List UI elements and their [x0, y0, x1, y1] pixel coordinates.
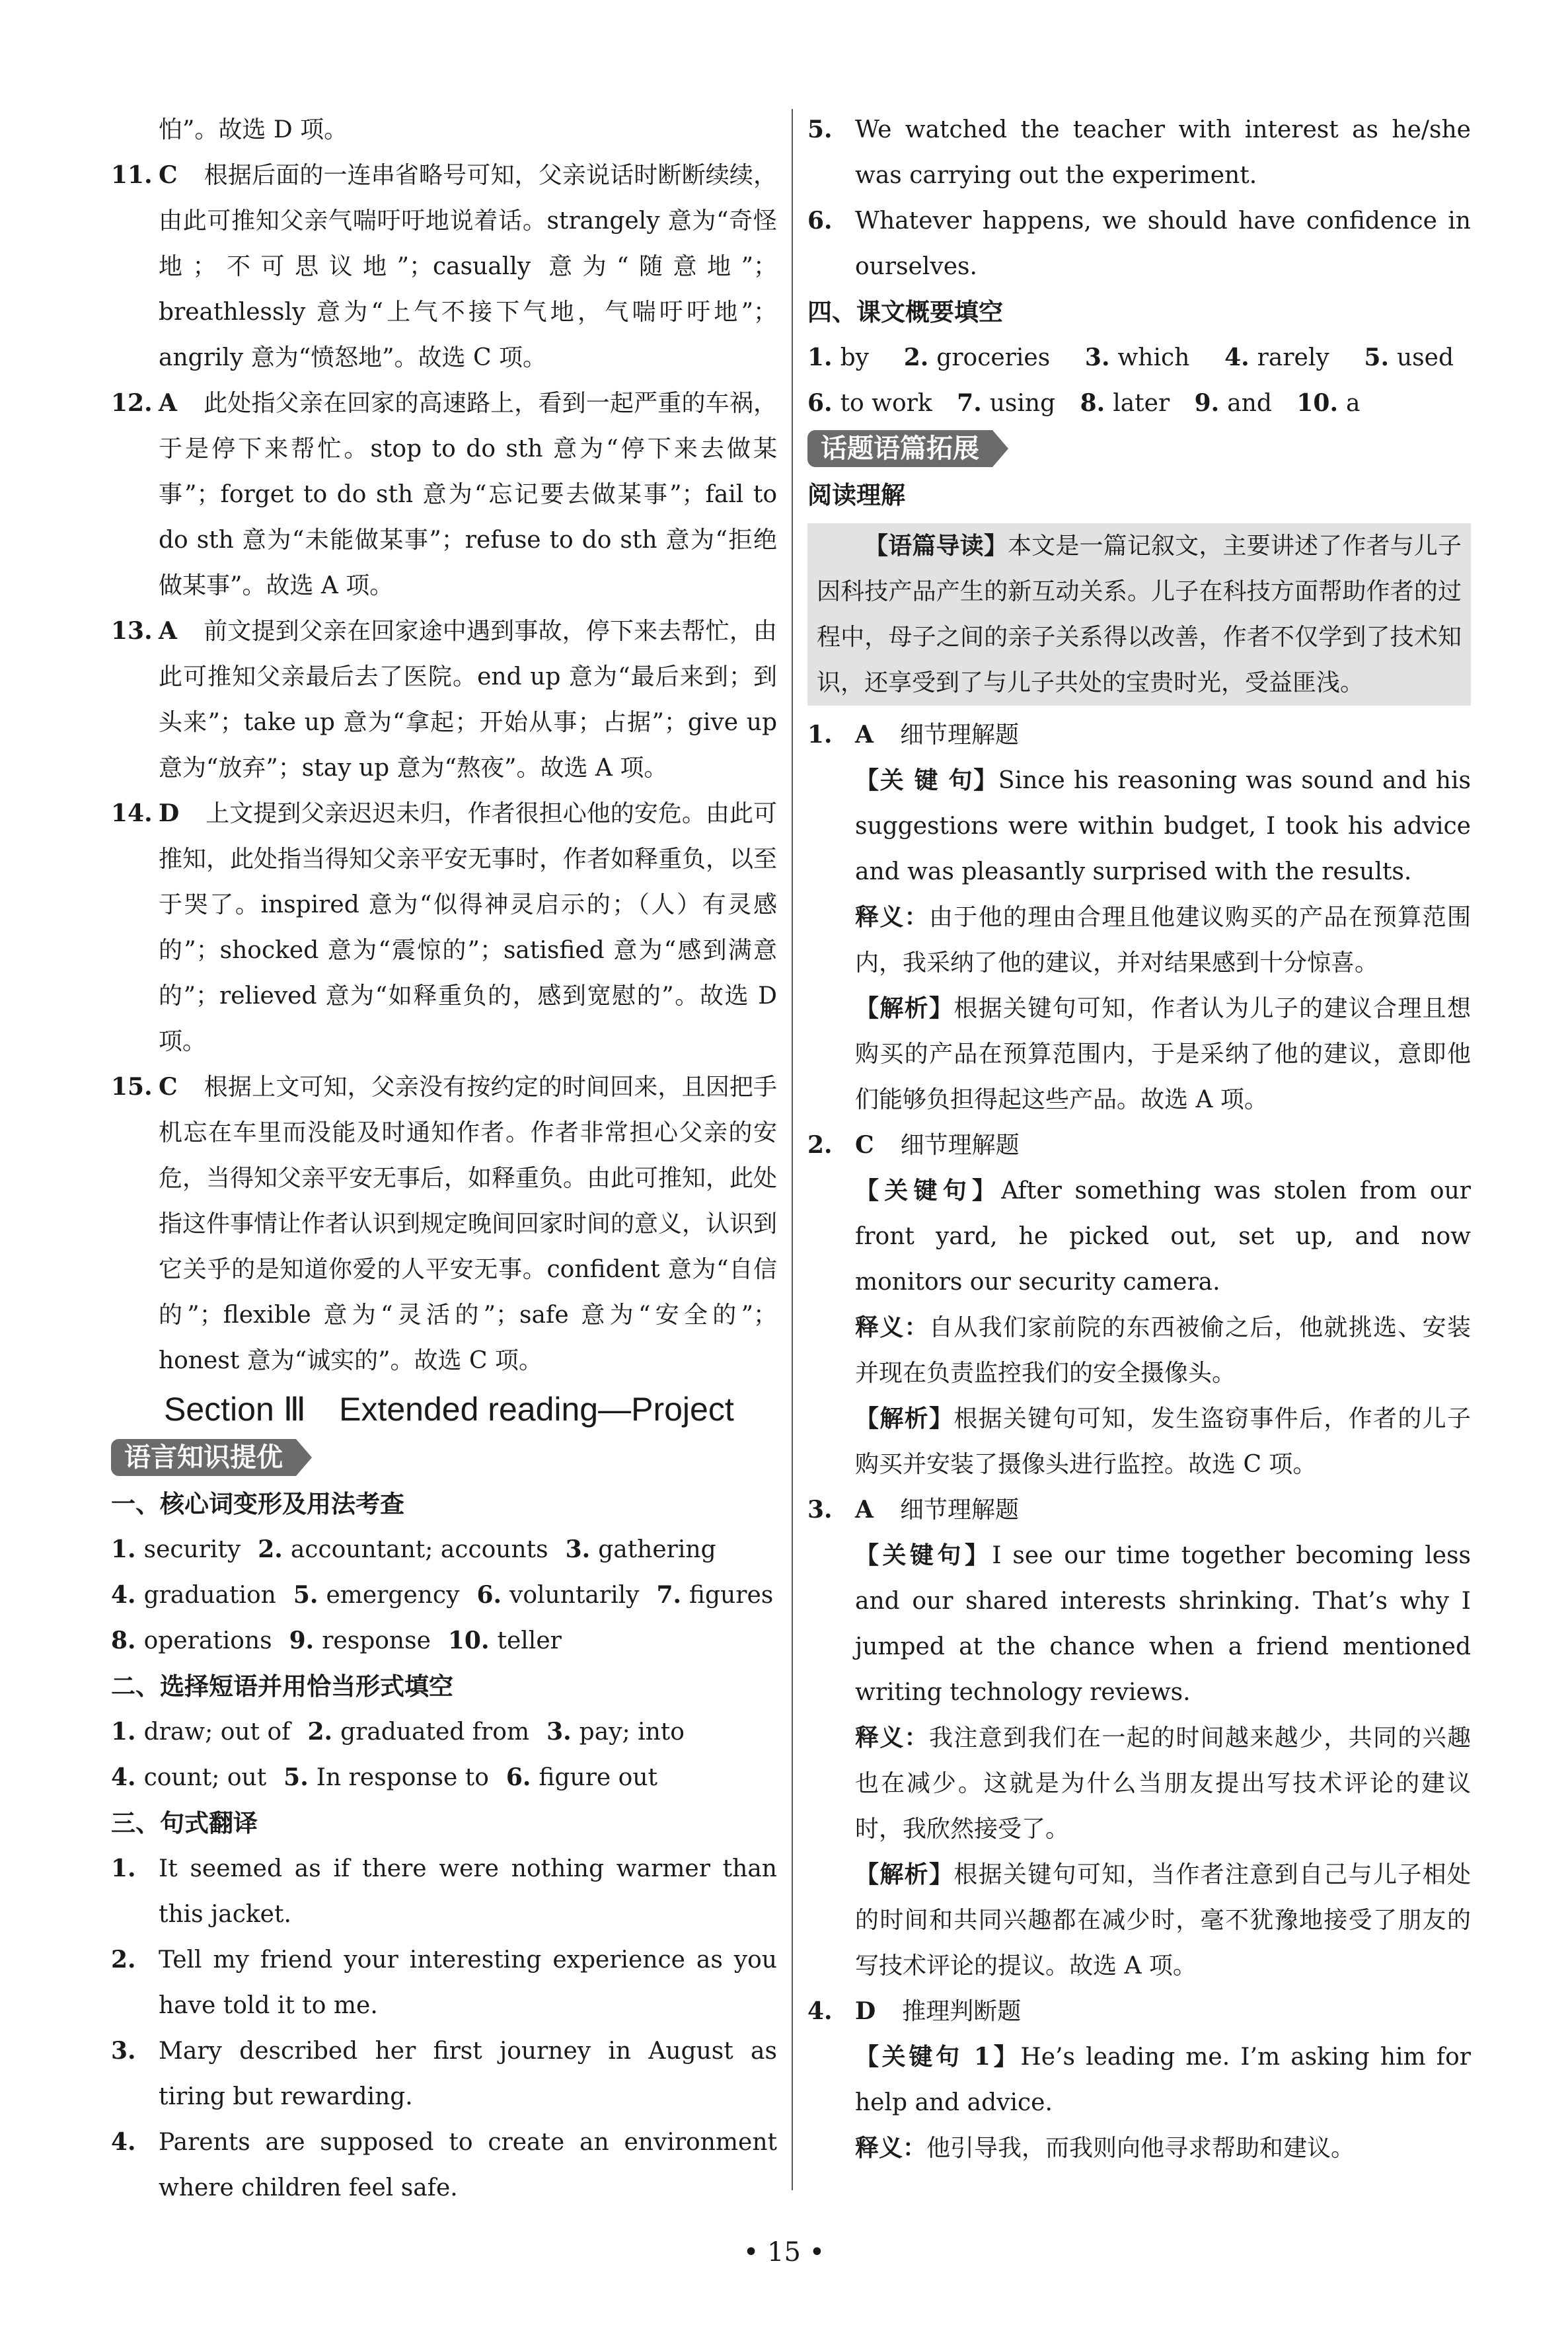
- text: 9.: [1194, 389, 1220, 417]
- text: 5.: [807, 116, 833, 143]
- answer-item: [111, 1064, 777, 1384]
- text: 此处指父亲在回家的高速路上，看到一起严重的车祸，于是停下来帮忙。stop to do sth 意为“停下来去做某事”；forget to do sth 意为“忘记要去做某事”；fail to do sth 意为“未能做某事”；refuse to do sth 意为“拒绝做某事”。故选 A 项。: [159, 390, 777, 599]
- text: Tell my friend your interesting experience as you have told it to me.: [159, 1946, 777, 2019]
- text: 4.: [111, 2128, 136, 2156]
- text: 【解析】: [855, 1861, 954, 1888]
- text: 我注意到我们在一起的时间越来越少，共同的兴趣也在减少。这就是为什么当朋友提出写技术评论的建议时，我欣然接受了。: [855, 1724, 1471, 1843]
- text: D: [855, 1997, 876, 2025]
- text: draw; out of: [143, 1718, 291, 1746]
- text: 根据关键句可知，当作者注意到自己与儿子相处的时间和共同兴趣都在减少时，毫不犹豫地接受了朋友的写技术评论的提议。故选 A 项。: [855, 1861, 1471, 1979]
- translation-item: [807, 107, 1471, 198]
- text: D: [159, 799, 180, 827]
- column-divider: [792, 109, 793, 2190]
- text: Parents are supposed to create an environment where children feel safe.: [159, 2129, 777, 2201]
- text: I see our time together becoming less and our shared interests shrinking. That’s why I jumped at the chance when a friend mentioned writing technology reviews.: [855, 1542, 1471, 1706]
- text: 3.: [111, 2037, 136, 2065]
- text: a: [1346, 390, 1361, 417]
- text: used: [1397, 344, 1454, 371]
- text: 10.: [1296, 389, 1339, 417]
- text: 2.: [807, 1131, 833, 1159]
- text: 1.: [111, 1718, 136, 1746]
- text: 12.: [111, 389, 153, 417]
- text: gathering: [598, 1536, 716, 1563]
- text: 推理判断题: [902, 1998, 1022, 2025]
- text: 释义：: [855, 1313, 929, 1341]
- text: 4.: [1224, 344, 1250, 371]
- text: 9.: [289, 1627, 315, 1654]
- translation-item: [111, 1937, 777, 2028]
- text: We watched the teacher with interest as he/she was carrying out the experiment.: [855, 116, 1471, 189]
- text: 8.: [111, 1627, 136, 1654]
- part-heading: 四、课文概要填空: [807, 298, 1003, 326]
- text: groceries: [936, 344, 1051, 371]
- text: which: [1117, 344, 1190, 371]
- text: 15.: [111, 1073, 153, 1101]
- text: by: [840, 344, 869, 371]
- text: 13.: [111, 617, 153, 645]
- text: 6.: [807, 207, 833, 235]
- answer-item: [111, 609, 777, 791]
- text: 8.: [1080, 389, 1105, 417]
- text: graduated from: [340, 1718, 530, 1746]
- answer-continuation: 怕”。故选 D 项。: [159, 116, 348, 143]
- text: figures: [689, 1582, 774, 1609]
- text: 11.: [111, 161, 153, 189]
- right-column: [807, 107, 1471, 2171]
- section-badge: 话题语篇拓展: [807, 430, 992, 467]
- translation-item: [111, 2120, 777, 2211]
- text: 细节理解题: [900, 1132, 1020, 1159]
- question-4: [807, 1989, 1471, 2171]
- answer-row: [111, 1527, 777, 1572]
- text: 4.: [111, 1581, 136, 1609]
- text: 4.: [807, 1997, 833, 2025]
- text: 根据后面的一连串省略号可知，父亲说话时断断续续，由此可推知父亲气喘吁吁地说着话。strangely 意为“奇怪地；不可思议地”；casually 意为“随意地”；breathlessly 意为“上气不接下气地，气喘吁吁地”；angrily 意为“愤怒地”。故选 C 项。: [159, 162, 777, 371]
- answer-row: [111, 1709, 777, 1755]
- text: emergency: [326, 1582, 460, 1609]
- text: 释义：: [855, 2134, 927, 2162]
- text: C: [855, 1131, 874, 1159]
- text: C: [159, 161, 178, 189]
- text: 3.: [565, 1535, 591, 1563]
- text: 【关键句】: [855, 1177, 1002, 1204]
- text: 【解析】: [855, 1405, 954, 1432]
- text: 3.: [546, 1718, 572, 1746]
- text: 根据上文可知，父亲没有按约定的时间回来，且因把手机忘在车里而没能及时通知作者。作者非常担心父亲的安危，当得知父亲平安无事后，如释重负。由此可推知，此处指这件事情让作者认识到规定晚间回家时间的意义，认识到它关乎的是知道你爱的人平安无事。confident 意为“自信的”；flexible 意为“灵活的”；safe 意为“安全的”；honest 意为“诚实的”。故选 C 项。: [159, 1074, 778, 1374]
- answer-item: [111, 153, 777, 381]
- text: 5.: [1364, 344, 1389, 371]
- reading-heading: 阅读理解: [807, 481, 905, 509]
- text: A: [159, 617, 177, 645]
- text: 7.: [957, 389, 982, 417]
- text: A: [855, 721, 874, 749]
- question-3: [807, 1487, 1471, 1989]
- section-title: Section Ⅲ Extended reading—Project: [164, 1391, 734, 1428]
- translation-item: [111, 2028, 777, 2120]
- text: rarely: [1257, 344, 1329, 371]
- text: count; out: [143, 1764, 267, 1791]
- answer-row: [111, 1618, 777, 1664]
- text: He’s leading me. I’m asking him for help and advice.: [855, 2044, 1471, 2116]
- text: 4.: [111, 1763, 136, 1791]
- text: 1.: [807, 721, 833, 749]
- part-heading: 二、选择短语并用恰当形式填空: [111, 1672, 453, 1701]
- text: 2.: [903, 344, 929, 371]
- text: 【关键句】: [855, 1541, 992, 1569]
- text: accountant; accounts: [290, 1536, 548, 1563]
- text: A: [855, 1496, 874, 1524]
- text: 自从我们家前院的东西被偷之后，他就挑选、安装并现在负责监控我们的安全摄像头。: [855, 1314, 1471, 1387]
- left-column: [111, 107, 777, 2211]
- text: C: [159, 1073, 178, 1101]
- text: 【关 键 句】: [855, 766, 998, 794]
- text: and: [1227, 390, 1272, 417]
- text: 2.: [307, 1718, 333, 1746]
- text: using: [989, 390, 1056, 417]
- text: 释义：: [855, 1724, 929, 1752]
- text: 5.: [283, 1763, 309, 1791]
- text: 【语篇导读】: [864, 532, 1008, 560]
- question-1: [807, 712, 1471, 1123]
- text: 1.: [807, 344, 833, 371]
- section-badge: 语言知识提优: [111, 1439, 296, 1476]
- text: 3.: [1084, 344, 1110, 371]
- text: 前文提到父亲在回家途中遇到事故，停下来去帮忙，由此可推知父亲最后去了医院。end up 意为“最后来到；到头来”；take up 意为“拿起；开始从事；占据”；give up 意为“放弃”；stay up 意为“熬夜”。故选 A 项。: [159, 618, 777, 782]
- passage-guide: [807, 523, 1471, 706]
- text: 2.: [258, 1535, 283, 1563]
- summary-answers: [807, 335, 1471, 426]
- translation-item: [111, 1846, 777, 1937]
- text: pay; into: [579, 1718, 685, 1746]
- text: 【关键句 1】: [855, 2043, 1021, 2071]
- text: Whatever happens, we should have confidence in ourselves.: [855, 207, 1471, 280]
- text: 【解析】: [855, 994, 954, 1022]
- text: 3.: [807, 1496, 833, 1524]
- text: 上文提到父亲迟迟未归，作者很担心他的安危。由此可推知，此处指当得知父亲平安无事时，作者如释重负，以至于哭了。inspired 意为“似得神灵启示的；（人）有灵感的”；shocked 意为“震惊的”；satisfied 意为“感到满意的”；relieved 意为“如释重负的，感到宽慰的”。故选 D 项。: [159, 800, 778, 1055]
- text: voluntarily: [509, 1582, 640, 1609]
- text: 根据关键句可知，发生盗窃事件后，作者的儿子购买并安装了摄像头进行监控。故选 C 项。: [855, 1405, 1471, 1478]
- text: figure out: [539, 1764, 657, 1791]
- text: 释义：: [855, 903, 929, 931]
- text: It seemed as if there were nothing warmer than this jacket.: [159, 1855, 777, 1928]
- text: 本文是一篇记叙文，主要讲述了作者与儿子因科技产品产生的新互动关系。儿子在科技方面帮助作者的过程中，母子之间的亲子关系得以改善，作者不仅学到了技术知识，还享受到了与儿子共处的宝贵时光，受益匪浅。: [817, 533, 1462, 696]
- answer-row: [111, 1755, 777, 1800]
- text: After something was stolen from our front yard, he picked out, set up, and now monitors our security camera.: [855, 1177, 1471, 1296]
- text: 6.: [505, 1763, 531, 1791]
- text: 细节理解题: [899, 1496, 1019, 1524]
- part-heading: 一、核心词变形及用法考查: [111, 1490, 404, 1518]
- text: Since his reasoning was sound and his suggestions were within budget, I took his advice and was pleasantly surprised with the results.: [855, 767, 1471, 885]
- text: to work: [840, 390, 932, 417]
- page-number: • 15 •: [743, 2237, 825, 2268]
- answer-row: [111, 1572, 777, 1618]
- question-2: [807, 1123, 1471, 1487]
- text: 根据关键句可知，作者认为儿子的建议合理且想购买的产品在预算范围内，于是采纳了他的建议，意即他们能够负担得起这些产品。故选 A 项。: [855, 995, 1471, 1113]
- text: 10.: [447, 1627, 490, 1654]
- text: In response to: [316, 1764, 489, 1791]
- text: teller: [497, 1627, 562, 1654]
- text: 1.: [111, 1855, 136, 1882]
- text: graduation: [143, 1582, 276, 1609]
- text: 1.: [111, 1535, 136, 1563]
- text: response: [322, 1627, 431, 1654]
- text: security: [143, 1536, 241, 1563]
- text: 14.: [111, 799, 153, 827]
- translation-item: [807, 198, 1471, 289]
- text: 细节理解题: [899, 721, 1019, 749]
- text: 7.: [656, 1581, 682, 1609]
- text: 由于他的理由合理且他建议购买的产品在预算范围内，我采纳了他的建议，并对结果感到十分惊喜。: [855, 904, 1471, 977]
- answer-item: [111, 381, 777, 609]
- text: later: [1113, 390, 1170, 417]
- text: A: [159, 389, 177, 417]
- text: 他引导我，而我则向他寻求帮助和建议。: [926, 2135, 1355, 2162]
- text: Mary described her first journey in August as tiring but rewarding.: [159, 2038, 777, 2110]
- text: 2.: [111, 1946, 136, 1974]
- answer-item: [111, 791, 777, 1064]
- text: 6.: [476, 1581, 502, 1609]
- part-heading: 三、句式翻译: [111, 1809, 258, 1837]
- text: operations: [143, 1627, 272, 1654]
- text: 6.: [807, 389, 833, 417]
- text: 5.: [293, 1581, 318, 1609]
